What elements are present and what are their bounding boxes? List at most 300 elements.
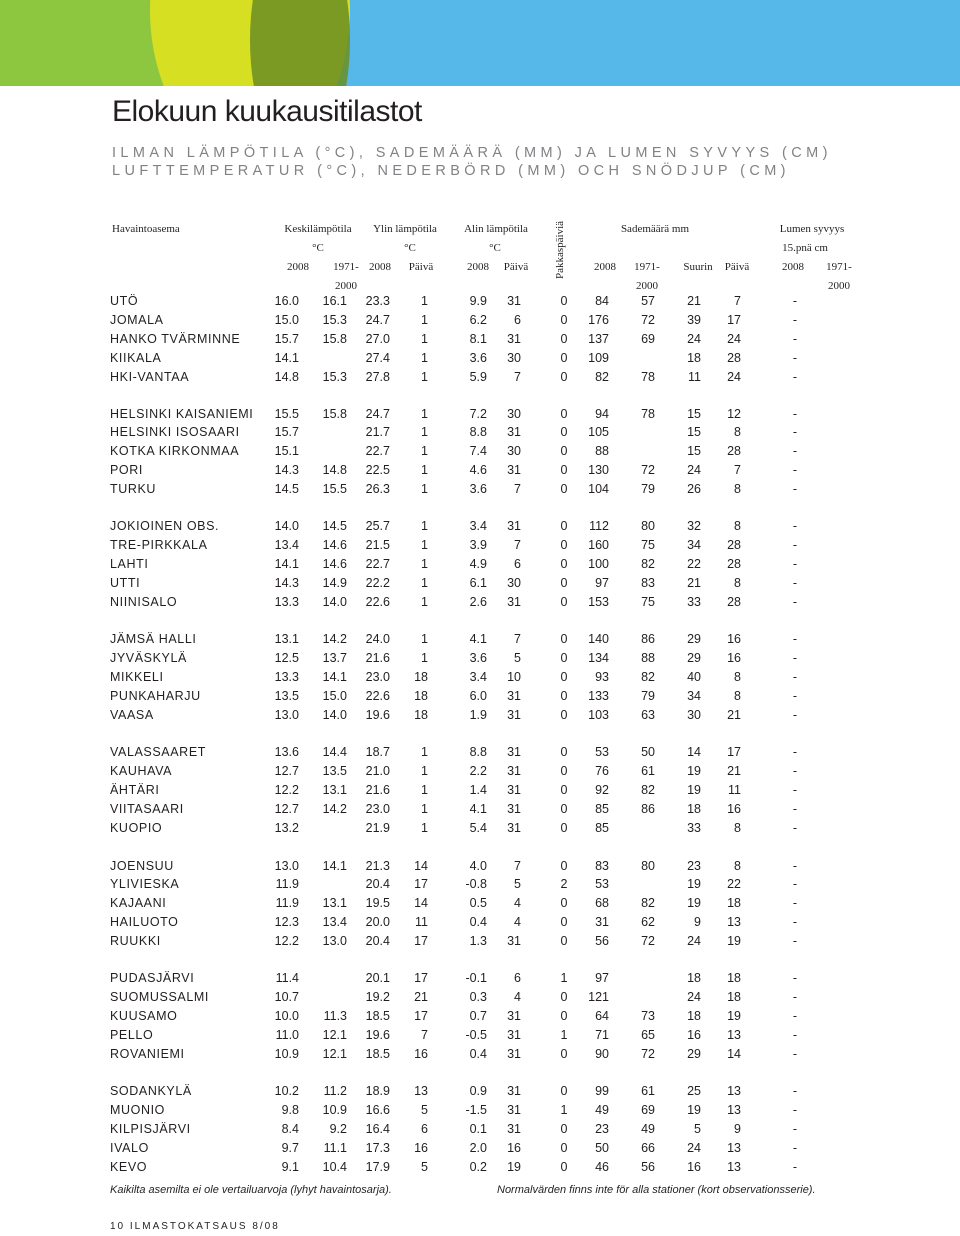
precip-day: 28 (727, 350, 741, 365)
precip-day: 19 (727, 934, 741, 949)
station-name: KILPISJÄRVI (110, 1121, 191, 1136)
frost-days: 0 (560, 575, 568, 590)
precip-max: 21 (687, 294, 701, 308)
precip-max: 30 (687, 707, 701, 722)
precip-ref: 86 (641, 632, 655, 646)
precip-day: 28 (727, 444, 741, 459)
mean-2008: 13.0 (274, 858, 299, 873)
min-day: 31 (507, 801, 521, 816)
max-2008: 17.3 (365, 1140, 390, 1155)
max-2008: 18.5 (365, 1046, 390, 1061)
header-precip-ref-end: 2000 (636, 280, 658, 292)
precip-2008: 64 (595, 1008, 609, 1023)
snow-2008: - (792, 1008, 798, 1023)
precip-day: 7 (734, 463, 741, 478)
table-row (0, 745, 960, 763)
precip-2008: 50 (595, 1140, 609, 1155)
mean-2008: 15.1 (274, 444, 299, 459)
min-2008: 5.4 (469, 820, 487, 835)
station-name: PUDASJÄRVI (110, 971, 195, 985)
snow-2008: - (792, 896, 798, 911)
min-2008: 8.8 (469, 745, 487, 759)
mean-ref: 14.6 (322, 556, 347, 571)
precip-ref: 72 (641, 312, 655, 327)
precip-ref: 57 (641, 294, 655, 308)
precip-ref: 73 (641, 1008, 655, 1023)
table-row (0, 557, 960, 575)
precip-day: 24 (727, 369, 741, 384)
max-2008: 27.0 (365, 331, 390, 346)
snow-2008: - (792, 745, 798, 759)
min-day: 31 (507, 707, 521, 722)
mean-2008: 14.3 (274, 575, 299, 590)
min-day: 31 (507, 763, 521, 778)
max-day: 16 (414, 1140, 428, 1155)
min-2008: 5.9 (469, 369, 487, 384)
header-station: Havaintoasema (112, 223, 180, 235)
max-day: 13 (414, 1084, 428, 1098)
mean-ref: 12.1 (322, 1027, 347, 1042)
precip-ref: 62 (641, 915, 655, 930)
precip-day: 9 (734, 1121, 741, 1136)
precip-max: 9 (694, 915, 701, 930)
min-2008: 0.3 (469, 989, 487, 1004)
frost-days: 0 (560, 331, 568, 346)
snow-2008: - (792, 782, 798, 797)
max-day: 1 (421, 745, 428, 759)
precip-max: 18 (687, 1008, 701, 1023)
header-snow: Lumen syvyys (779, 223, 845, 235)
precip-day: 18 (727, 989, 741, 1004)
station-name: KUUSAMO (110, 1008, 178, 1023)
precip-ref: 86 (641, 801, 655, 816)
precip-max: 18 (687, 801, 701, 816)
frost-days: 0 (560, 1008, 568, 1023)
precip-ref: 80 (641, 858, 655, 873)
header-precip-2008: 2008 (594, 261, 616, 273)
min-2008: 3.6 (469, 350, 487, 365)
mean-2008: 12.7 (274, 763, 299, 778)
max-day: 1 (421, 594, 428, 609)
snow-2008: - (792, 934, 798, 949)
mean-2008: 15.0 (274, 312, 299, 327)
mean-ref: 14.1 (322, 669, 347, 684)
mean-2008: 8.4 (281, 1121, 299, 1136)
max-2008: 20.0 (365, 915, 390, 930)
max-day: 14 (414, 858, 428, 873)
max-day: 18 (414, 688, 428, 703)
precip-day: 13 (727, 1102, 741, 1117)
max-2008: 18.9 (365, 1084, 390, 1098)
precip-max: 18 (687, 350, 701, 365)
mean-2008: 12.5 (274, 650, 299, 665)
mean-2008: 14.1 (274, 350, 299, 365)
min-day: 4 (514, 989, 521, 1004)
snow-2008: - (792, 669, 798, 684)
frost-days: 0 (560, 934, 568, 949)
mean-2008: 13.4 (274, 537, 299, 552)
table-row (0, 689, 960, 707)
table-row (0, 1084, 960, 1102)
header-max-temp: Ylin lämpötila (373, 223, 437, 235)
precip-2008: 85 (595, 820, 609, 835)
precip-2008: 160 (588, 537, 609, 552)
max-2008: 18.7 (365, 745, 390, 759)
precip-day: 8 (734, 858, 741, 873)
mean-2008: 13.3 (274, 594, 299, 609)
mean-2008: 15.7 (274, 331, 299, 346)
min-2008: 2.0 (469, 1140, 487, 1155)
mean-ref: 11.1 (323, 1140, 347, 1155)
precip-day: 8 (734, 519, 741, 533)
max-day: 1 (421, 763, 428, 778)
min-day: 30 (507, 444, 521, 459)
max-2008: 16.4 (365, 1121, 390, 1136)
precip-max: 19 (687, 763, 701, 778)
max-2008: 22.6 (365, 688, 390, 703)
precip-2008: 97 (595, 971, 609, 985)
precip-max: 11 (688, 369, 701, 384)
station-name: VAASA (110, 707, 154, 722)
snow-2008: - (792, 632, 798, 646)
max-day: 6 (421, 1121, 428, 1136)
snow-2008: - (792, 594, 798, 609)
max-day: 1 (421, 482, 428, 497)
precip-2008: 85 (595, 801, 609, 816)
station-name: SODANKYLÄ (110, 1084, 192, 1098)
min-2008: -1.5 (465, 1102, 487, 1117)
precip-day: 17 (727, 312, 741, 327)
precip-max: 19 (687, 1102, 701, 1117)
precip-2008: 100 (588, 556, 609, 571)
max-day: 1 (421, 537, 428, 552)
table-row (0, 519, 960, 537)
header-precip-max: Suurin (683, 261, 713, 273)
station-name: KAJAANI (110, 896, 167, 911)
precip-max: 15 (687, 444, 701, 459)
precip-day: 12 (727, 406, 741, 421)
min-day: 31 (507, 782, 521, 797)
header-precip-ref: 1971- (634, 261, 660, 273)
header-snow-date: 15.pnä cm (782, 242, 828, 254)
table-row (0, 351, 960, 369)
min-2008: 7.2 (469, 406, 487, 421)
header-min-day: Päivä (503, 261, 529, 273)
frost-days: 0 (560, 312, 568, 327)
precip-2008: 103 (588, 707, 609, 722)
frost-days: 0 (560, 858, 568, 873)
table-row (0, 802, 960, 820)
min-2008: 4.6 (469, 463, 487, 478)
mean-2008: 13.6 (274, 745, 299, 759)
precip-2008: 92 (595, 782, 609, 797)
max-2008: 25.7 (365, 519, 390, 533)
snow-2008: - (792, 444, 798, 459)
min-day: 5 (514, 877, 521, 892)
max-2008: 18.5 (365, 1008, 390, 1023)
min-day: 31 (507, 934, 521, 949)
frost-days: 0 (560, 444, 568, 459)
mean-ref: 14.5 (322, 519, 347, 533)
mean-ref: 13.4 (322, 915, 347, 930)
table-row (0, 444, 960, 462)
mean-2008: 9.1 (281, 1159, 299, 1174)
snow-2008: - (792, 650, 798, 665)
frost-days: 0 (560, 425, 568, 440)
precip-2008: 99 (595, 1084, 609, 1098)
station-name: MIKKELI (110, 669, 164, 684)
station-name: VIITASAARI (110, 801, 184, 816)
max-2008: 20.4 (365, 934, 390, 949)
min-day: 6 (514, 971, 521, 985)
min-day: 31 (507, 1121, 521, 1136)
snow-2008: - (792, 1084, 798, 1098)
snow-2008: - (792, 482, 798, 497)
precip-2008: 93 (595, 669, 609, 684)
footnote-swedish: Normalvärden finns inte för alla stationer (kort observationsserie). (497, 1184, 816, 1196)
subtitle-swedish: LUFTTEMPERATUR (°C), NEDERBÖRD (MM) OCH SNÖDJUP (CM) (112, 163, 790, 179)
max-2008: 24.7 (365, 312, 390, 327)
table-row (0, 1122, 960, 1140)
header-unit-mean: °C (312, 242, 324, 254)
header-mean-ref-end: 2000 (335, 280, 357, 292)
precip-2008: 112 (589, 519, 609, 533)
precip-max: 29 (687, 632, 701, 646)
precip-2008: 49 (595, 1102, 609, 1117)
max-day: 1 (421, 425, 428, 440)
mean-ref: 14.2 (322, 801, 347, 816)
mean-2008: 13.2 (274, 820, 299, 835)
table-row (0, 990, 960, 1008)
min-day: 31 (507, 425, 521, 440)
mean-2008: 15.5 (274, 406, 299, 421)
min-2008: -0.5 (465, 1027, 487, 1042)
table-row (0, 425, 960, 443)
max-day: 1 (421, 312, 428, 327)
page-title: Elokuun kuukausitilastot (112, 95, 422, 128)
precip-day: 8 (734, 669, 741, 684)
table-row (0, 370, 960, 388)
mean-ref: 14.1 (322, 858, 347, 873)
precip-ref: 63 (641, 707, 655, 722)
station-name: UTÖ (110, 294, 139, 308)
min-2008: 2.6 (469, 594, 487, 609)
precip-2008: 56 (595, 934, 609, 949)
table-row (0, 783, 960, 801)
table-row (0, 896, 960, 914)
snow-2008: - (792, 688, 798, 703)
max-2008: 21.3 (365, 858, 390, 873)
precip-day: 13 (727, 1159, 741, 1174)
mean-ref: 15.8 (322, 406, 347, 421)
min-day: 10 (507, 669, 521, 684)
max-2008: 27.4 (365, 350, 390, 365)
frost-days: 0 (560, 989, 568, 1004)
max-2008: 22.2 (365, 575, 390, 590)
max-2008: 21.6 (365, 650, 390, 665)
max-day: 1 (421, 782, 428, 797)
precip-2008: 90 (595, 1046, 609, 1061)
mean-2008: 10.2 (274, 1084, 299, 1098)
max-day: 18 (414, 707, 428, 722)
header-mean-ref: 1971- (333, 261, 359, 273)
station-name: IVALO (110, 1140, 149, 1155)
station-name: HAILUOTO (110, 915, 179, 930)
mean-ref: 15.8 (322, 331, 347, 346)
frost-days: 0 (560, 463, 568, 478)
min-day: 7 (514, 858, 521, 873)
max-2008: 19.6 (365, 707, 390, 722)
header-snow-ref: 1971- (826, 261, 852, 273)
frost-days: 1 (560, 1102, 568, 1117)
header-min-2008: 2008 (467, 261, 489, 273)
mean-2008: 14.1 (274, 556, 299, 571)
page-folio: 10 ILMASTOKATSAUS 8/08 (110, 1221, 280, 1232)
precip-2008: 76 (595, 763, 609, 778)
max-day: 1 (421, 444, 428, 459)
mean-2008: 14.3 (274, 463, 299, 478)
min-2008: 9.9 (469, 294, 487, 308)
min-day: 7 (514, 537, 521, 552)
station-name: KEVO (110, 1159, 148, 1174)
precip-day: 28 (727, 594, 741, 609)
snow-2008: - (792, 312, 798, 327)
table-row (0, 859, 960, 877)
precip-ref: 72 (641, 463, 655, 478)
min-day: 31 (507, 1102, 521, 1117)
max-2008: 20.4 (365, 877, 390, 892)
min-2008: 3.9 (469, 537, 487, 552)
max-2008: 21.9 (365, 820, 390, 835)
station-name: UTTI (110, 575, 141, 590)
table-row (0, 538, 960, 556)
max-2008: 21.0 (365, 763, 390, 778)
precip-2008: 94 (595, 406, 609, 421)
min-2008: 8.8 (469, 425, 487, 440)
mean-ref: 13.0 (322, 934, 347, 949)
precip-2008: 97 (595, 575, 609, 590)
snow-2008: - (792, 537, 798, 552)
table-row (0, 1103, 960, 1121)
station-name: MUONIO (110, 1102, 165, 1117)
mean-ref: 14.0 (322, 707, 347, 722)
max-2008: 22.7 (365, 556, 390, 571)
station-name: YLIVIESKA (110, 877, 180, 892)
precip-max: 5 (694, 1121, 701, 1136)
precip-max: 29 (687, 1046, 701, 1061)
frost-days: 0 (560, 669, 568, 684)
precip-max: 34 (687, 537, 701, 552)
max-day: 1 (421, 294, 428, 308)
precip-max: 33 (687, 820, 701, 835)
min-2008: 2.2 (469, 763, 487, 778)
precip-ref: 72 (641, 934, 655, 949)
max-2008: 19.2 (365, 989, 390, 1004)
mean-ref: 12.1 (322, 1046, 347, 1061)
station-name: KIIKALA (110, 350, 162, 365)
precip-ref: 78 (641, 406, 655, 421)
precip-ref: 88 (641, 650, 655, 665)
precip-day: 16 (727, 632, 741, 646)
mean-2008: 11.4 (275, 971, 299, 985)
precip-max: 19 (687, 782, 701, 797)
precip-day: 8 (734, 688, 741, 703)
snow-2008: - (792, 858, 798, 873)
station-name: JOMALA (110, 312, 164, 327)
precip-day: 8 (734, 425, 741, 440)
max-day: 14 (414, 896, 428, 911)
precip-2008: 121 (588, 989, 609, 1004)
min-2008: 6.2 (469, 312, 487, 327)
precip-max: 40 (687, 669, 701, 684)
station-name: JÄMSÄ HALLI (110, 632, 197, 646)
min-2008: 4.9 (469, 556, 487, 571)
max-2008: 23.0 (365, 669, 390, 684)
header-snow-2008: 2008 (782, 261, 804, 273)
precip-max: 19 (687, 896, 701, 911)
min-2008: 6.1 (469, 575, 487, 590)
min-day: 7 (514, 369, 521, 384)
snow-2008: - (792, 801, 798, 816)
frost-days: 0 (560, 406, 568, 421)
max-day: 18 (414, 669, 428, 684)
precip-ref: 56 (641, 1159, 655, 1174)
max-2008: 20.1 (365, 971, 390, 985)
max-2008: 24.0 (365, 632, 390, 646)
min-2008: 1.4 (469, 782, 487, 797)
precip-2008: 140 (588, 632, 609, 646)
min-day: 31 (507, 1008, 521, 1023)
table-row (0, 651, 960, 669)
min-day: 16 (507, 1140, 521, 1155)
precip-day: 24 (727, 331, 741, 346)
max-2008: 23.0 (365, 801, 390, 816)
precip-2008: 130 (588, 463, 609, 478)
header-snow-ref-end: 2000 (828, 280, 850, 292)
table-row (0, 313, 960, 331)
min-day: 31 (507, 1027, 521, 1042)
precip-2008: 23 (595, 1121, 609, 1136)
max-2008: 21.5 (365, 537, 390, 552)
precip-day: 16 (727, 801, 741, 816)
min-day: 7 (514, 632, 521, 646)
precip-ref: 82 (641, 669, 655, 684)
precip-2008: 134 (588, 650, 609, 665)
max-2008: 22.5 (365, 463, 390, 478)
station-name: RUUKKI (110, 934, 161, 949)
precip-2008: 46 (595, 1159, 609, 1174)
header-precip: Sademäärä mm (620, 223, 690, 235)
mean-ref: 13.7 (322, 650, 347, 665)
precip-2008: 104 (588, 482, 609, 497)
min-2008: 0.1 (469, 1121, 487, 1136)
frost-days: 0 (560, 632, 568, 646)
snow-2008: - (792, 425, 798, 440)
min-day: 6 (514, 556, 521, 571)
min-day: 31 (507, 519, 521, 533)
frost-days: 0 (560, 594, 568, 609)
snow-2008: - (792, 763, 798, 778)
mean-2008: 10.7 (274, 989, 299, 1004)
mean-ref: 16.1 (322, 294, 347, 308)
mean-ref: 15.3 (322, 369, 347, 384)
snow-2008: - (792, 1121, 798, 1136)
mean-2008: 14.0 (274, 519, 299, 533)
frost-days: 0 (560, 537, 568, 552)
mean-2008: 13.3 (274, 669, 299, 684)
frost-days: 0 (560, 820, 568, 835)
min-2008: 1.9 (469, 707, 487, 722)
